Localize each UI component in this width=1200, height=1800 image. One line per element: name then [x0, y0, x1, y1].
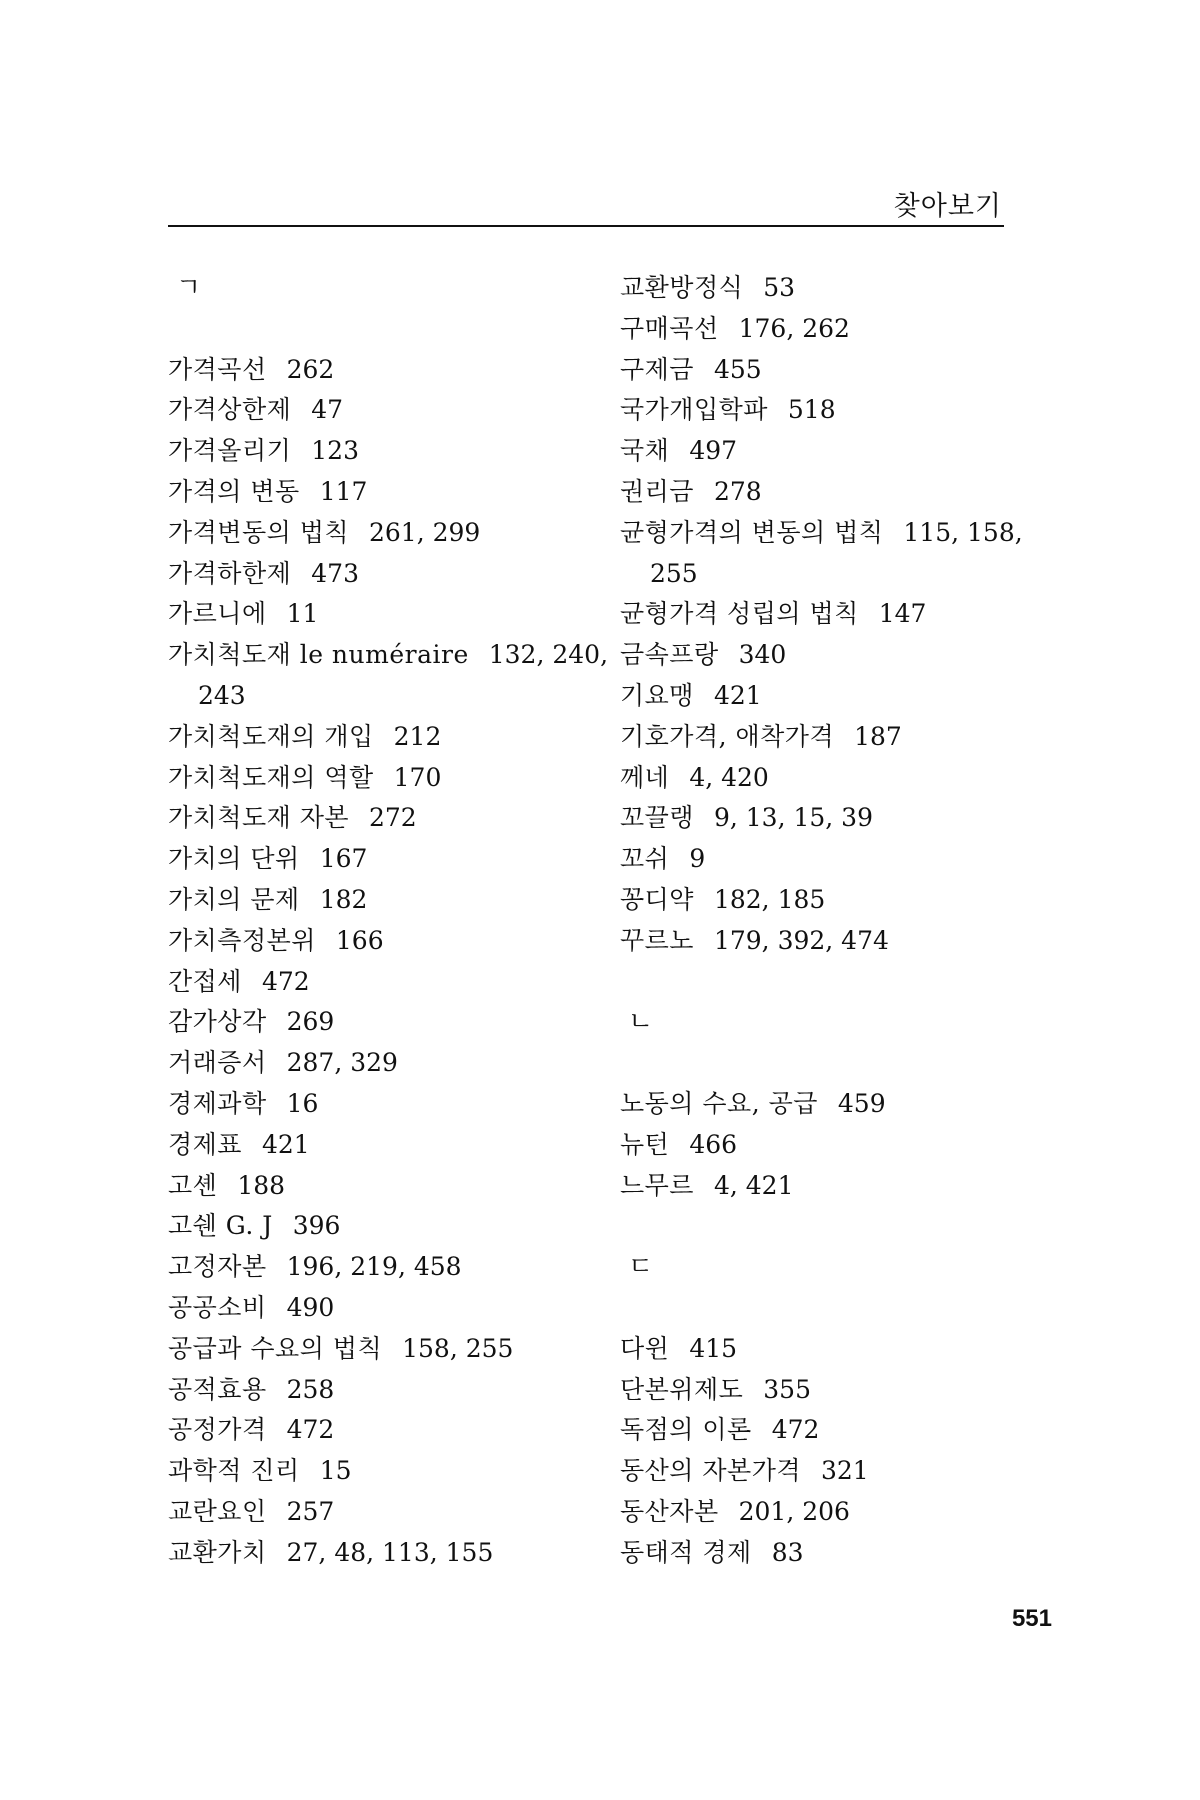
index-pages: 188 [237, 1170, 286, 1200]
index-entry [620, 880, 1060, 921]
index-term: 고셴 [168, 1170, 218, 1200]
index-pages: 455 [713, 354, 762, 384]
index-entry [168, 350, 608, 391]
index-term: 꾸르노 [620, 925, 694, 955]
index-entry [168, 1410, 608, 1451]
index-pages: 53 [763, 273, 796, 302]
index-term: 교환방정식 [620, 273, 744, 302]
index-term: 께네 [620, 762, 670, 792]
index-term: 고정자본 [168, 1252, 267, 1282]
index-term: 공급과 수요의 법칙 [168, 1333, 383, 1363]
index-entry [620, 839, 1060, 880]
index-term: 가치측정본위 [168, 925, 316, 955]
index-entry [620, 1370, 1060, 1411]
index-pages: 287, 329 [286, 1048, 398, 1078]
index-term: 동태적 경제 [620, 1537, 752, 1567]
index-pages: 472 [771, 1415, 820, 1445]
index-pages: 201, 206 [738, 1496, 850, 1526]
index-pages: 9, 13, 15, 39 [713, 803, 873, 833]
index-term: 가격의 변동 [168, 476, 300, 506]
index-pages-continued: 255 [650, 558, 698, 588]
index-entry [620, 717, 1060, 758]
index-pages-continued: 243 [198, 680, 246, 710]
index-pages: 147 [878, 599, 927, 629]
index-term: 뉴턴 [620, 1129, 670, 1159]
index-term: 동산의 자본가격 [620, 1456, 801, 1486]
index-entry [168, 1247, 608, 1288]
index-pages: 27, 48, 113, 155 [286, 1537, 494, 1567]
index-pages: 47 [311, 395, 344, 425]
index-entry [168, 1166, 608, 1207]
index-term: 감가상각 [168, 1007, 267, 1037]
index-pages: 166 [335, 925, 384, 955]
index-term: 거래증서 [168, 1048, 267, 1078]
index-pages: 132, 240, [488, 640, 609, 670]
section-gap [620, 962, 1060, 1003]
index-pages: 170 [393, 762, 442, 792]
index-pages: 123 [311, 436, 359, 466]
index-entry [620, 758, 1060, 799]
index-term: 단본위제도 [620, 1374, 744, 1404]
index-term: 가치척도재 자본 [168, 803, 349, 833]
index-pages: 518 [787, 395, 836, 425]
index-entry [168, 1329, 608, 1370]
index-pages: 16 [286, 1088, 319, 1118]
index-entry [620, 1329, 1060, 1370]
index-pages: 421 [261, 1129, 310, 1159]
index-pages: 9 [689, 844, 706, 874]
index-entry [620, 1451, 1060, 1492]
index-term: 꼬끌랭 [620, 803, 694, 833]
index-term: 고쉔 G. J [168, 1211, 273, 1241]
index-pages: 83 [771, 1537, 804, 1567]
index-term: 가격곡선 [168, 354, 267, 384]
index-term: 과학적 진리 [168, 1456, 300, 1486]
index-entry [620, 676, 1060, 717]
index-term: 금속프랑 [620, 640, 719, 670]
index-pages: 272 [369, 803, 417, 833]
index-term: 가격상한제 [168, 395, 292, 425]
index-term: 균형가격 성립의 법칙 [620, 599, 859, 629]
index-entry [620, 309, 1060, 350]
index-pages: 158, 255 [402, 1333, 514, 1363]
index-term: 가치의 단위 [168, 844, 300, 874]
index-entry [168, 962, 608, 1003]
index-entry [168, 1125, 608, 1166]
index-entry [168, 921, 608, 962]
index-pages: 261, 299 [369, 517, 481, 547]
index-pages: 473 [311, 558, 359, 588]
index-term: 가치척도재 le numéraire [168, 640, 469, 670]
index-entry [620, 350, 1060, 391]
index-pages: 396 [292, 1211, 341, 1241]
index-pages: 4, 421 [713, 1170, 794, 1200]
index-term: 가치의 문제 [168, 884, 300, 914]
index-entry [168, 1288, 608, 1329]
index-pages: 472 [286, 1415, 335, 1445]
section-heading: ㄴ [628, 1007, 654, 1038]
index-term: 가치척도재의 역할 [168, 762, 374, 792]
section-gap [620, 1043, 1060, 1084]
index-term: 국가개입학파 [620, 395, 768, 425]
index-entry [168, 1533, 608, 1574]
index-pages: 4, 420 [689, 762, 769, 792]
index-pages: 466 [689, 1129, 738, 1159]
index-term: 교란요인 [168, 1496, 267, 1526]
index-entry [620, 268, 1060, 309]
index-entry [620, 1125, 1060, 1166]
index-term: 동산자본 [620, 1496, 719, 1526]
index-pages: 11 [286, 599, 319, 629]
index-term: 균형가격의 변동의 법칙 [620, 517, 884, 547]
index-pages: 167 [319, 844, 368, 874]
index-pages: 321 [821, 1456, 869, 1486]
index-entry [620, 921, 1060, 962]
index-entry [168, 594, 608, 635]
index-pages: 269 [286, 1007, 335, 1037]
index-term: 꼬쉬 [620, 844, 670, 874]
index-term: 구제금 [620, 354, 694, 384]
index-pages: 196, 219, 458 [286, 1252, 462, 1282]
index-entry [168, 1206, 608, 1247]
index-entry [620, 798, 1060, 839]
index-term: 느무르 [620, 1170, 694, 1200]
index-entry [168, 717, 608, 758]
index-term: 간접세 [168, 966, 242, 996]
section-gap [168, 309, 608, 350]
index-pages: 257 [286, 1496, 335, 1526]
index-term: 기요맹 [620, 680, 694, 710]
index-entry [168, 390, 608, 431]
index-pages: 421 [713, 680, 762, 710]
index-pages: 472 [261, 966, 310, 996]
index-pages: 340 [738, 640, 787, 670]
index-entry [620, 431, 1060, 472]
section-gap [620, 1288, 1060, 1329]
index-pages: 115, 158, [903, 517, 1023, 547]
index-pages: 258 [286, 1374, 335, 1404]
index-pages: 179, 392, 474 [713, 925, 889, 955]
index-pages: 262 [286, 354, 335, 384]
index-term: 꽁디약 [620, 884, 694, 914]
index-entry [168, 554, 608, 595]
index-entry [620, 594, 1060, 635]
index-pages: 182 [319, 884, 368, 914]
index-entry [620, 1166, 1060, 1207]
section-gap [620, 1206, 1060, 1247]
index-term: 가격올리기 [168, 436, 292, 466]
index-term: 경제표 [168, 1129, 242, 1159]
index-term: 기호가격, 애착가격 [620, 721, 835, 751]
header-rule [168, 225, 1004, 227]
index-entry [168, 431, 608, 472]
page-number: 551 [1011, 1605, 1052, 1632]
index-term: 국채 [620, 436, 670, 466]
index-pages: 415 [689, 1333, 738, 1363]
index-entry [620, 513, 1060, 595]
index-entry [168, 1451, 608, 1492]
index-entry [168, 1084, 608, 1125]
index-term: 가격하한제 [168, 558, 292, 588]
index-column-left [168, 268, 608, 1574]
index-pages: 459 [837, 1088, 886, 1118]
index-pages: 497 [689, 436, 738, 466]
index-entry [168, 635, 608, 717]
index-term: 구매곡선 [620, 313, 719, 343]
index-pages: 15 [319, 1456, 352, 1486]
index-pages: 490 [286, 1292, 335, 1322]
index-entry [168, 1370, 608, 1411]
index-entry [620, 1410, 1060, 1451]
index-column-right [620, 268, 1060, 1574]
index-pages: 176, 262 [738, 313, 850, 343]
index-entry [620, 1533, 1060, 1574]
index-term: 공정가격 [168, 1415, 267, 1445]
index-pages: 355 [763, 1374, 811, 1404]
index-entry [168, 1002, 608, 1043]
index-entry [620, 1492, 1060, 1533]
index-term: 경제과학 [168, 1088, 267, 1118]
index-entry [168, 1043, 608, 1084]
index-entry [168, 880, 608, 921]
index-entry [168, 472, 608, 513]
index-entry [620, 390, 1060, 431]
index-entry [168, 839, 608, 880]
index-term: 노동의 수요, 공급 [620, 1088, 818, 1118]
index-term: 가격변동의 법칙 [168, 517, 349, 547]
index-term: 가치척도재의 개입 [168, 721, 374, 751]
index-term: 독점의 이론 [620, 1415, 752, 1445]
index-term: 공적효용 [168, 1374, 267, 1404]
section-heading: ㄱ [176, 273, 202, 303]
index-pages: 278 [713, 476, 762, 506]
index-term: 권리금 [620, 476, 694, 506]
index-pages: 187 [854, 721, 902, 751]
index-pages: 212 [393, 721, 442, 751]
running-header-title: 찾아보기 [893, 191, 1002, 222]
index-pages: 117 [319, 476, 368, 506]
index-entry [168, 758, 608, 799]
index-entry [168, 513, 608, 554]
index-entry [620, 1084, 1060, 1125]
index-entry [620, 472, 1060, 513]
index-entry [168, 798, 608, 839]
index-entry [620, 635, 1060, 676]
index-term: 다윈 [620, 1333, 670, 1363]
index-term: 교환가치 [168, 1537, 267, 1567]
index-term: 공공소비 [168, 1292, 267, 1322]
section-heading: ㄷ [628, 1252, 654, 1283]
index-entry [168, 1492, 608, 1533]
index-pages: 182, 185 [713, 884, 826, 914]
index-term: 가르니에 [168, 599, 267, 629]
